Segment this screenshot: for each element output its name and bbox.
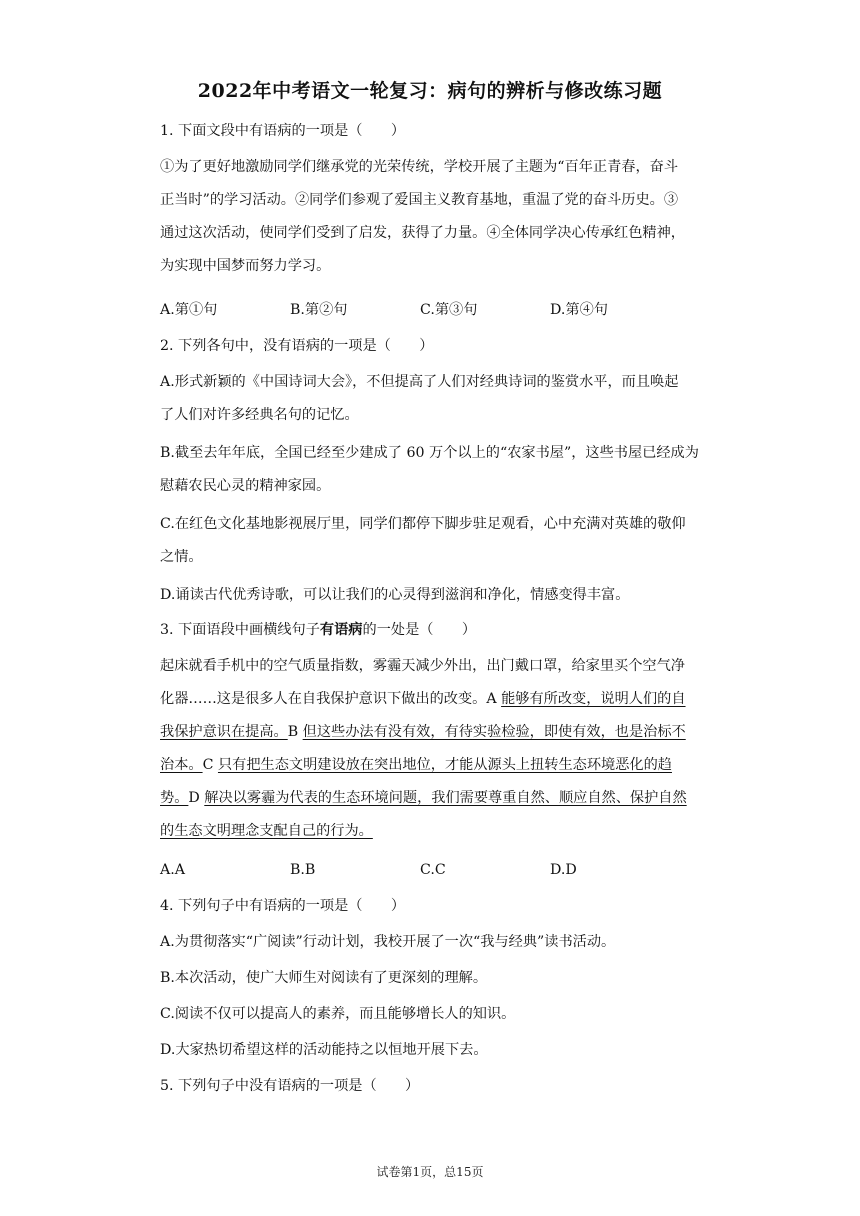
q1-passage-line: 正当时”的学习活动。②同学们参观了爱国主义教育基地，重温了党的奋斗历史。③ <box>160 192 679 208</box>
q3-option-b: B.B <box>290 862 316 878</box>
q4-stem: 4. 下列句子中有语病的一项是（ ） <box>160 898 406 914</box>
q3-passage-line <box>160 788 730 808</box>
q3-underlined-sentence-a: 我保护意识在提高。 <box>160 724 288 740</box>
q2-stem: 2. 下列各句中，没有语病的一项是（ ） <box>160 338 434 354</box>
q3-underlined-sentence-d: 的生态文明理念支配自己的行为。 <box>160 823 373 839</box>
q1-option-a: A.第①句 <box>160 302 218 318</box>
q1-option-b: B.第②句 <box>290 302 348 318</box>
q1-option-d: D.第④句 <box>550 302 608 318</box>
q3-stem <box>160 620 730 640</box>
q3-underlined-sentence-b: 治本。 <box>160 757 203 773</box>
q3-option-d: D.D <box>550 862 577 878</box>
q3-text: B <box>287 724 303 740</box>
q3-passage-line <box>160 722 730 742</box>
q3-stem-pre: 3. 下面语段中画横线句子 <box>160 622 320 638</box>
q1-passage-line: ①为了更好地激励同学们继承党的光荣传统，学校开展了主题为“百年正青春，奋斗 <box>160 159 679 175</box>
q3-passage-line <box>160 755 730 775</box>
q3-underlined-sentence-d: 解决以雾霾为代表的生态环境问题，我们需要尊重自然、顺应自然、保护自然 <box>204 790 687 806</box>
q1-option-c: C.第③句 <box>420 302 478 318</box>
q3-underlined-sentence-c: 势。 <box>160 790 189 806</box>
q4-option-line: A.为贯彻落实“广阅读”行动计划，我校开展了一次“我与经典”读书活动。 <box>160 934 616 950</box>
q3-passage-line <box>160 821 730 841</box>
q4-option-line: D.大家热切希望这样的活动能持之以恒地开展下去。 <box>160 1042 488 1058</box>
q3-passage-line: 起床就看手机中的空气质量指数，雾霾天减少外出，出门戴口罩，给家里买个空气净 <box>160 658 685 674</box>
q3-underlined-sentence-a: 能够有所改变，说明人们的自 <box>501 691 686 707</box>
q3-stem-emphasis: 有语病 <box>319 622 363 638</box>
q2-option-line: 了人们对许多经典名句的记忆。 <box>160 407 359 423</box>
q3-text: C <box>202 757 218 773</box>
q3-option-a: A.A <box>160 862 186 878</box>
q2-option-line: D.诵读古代优秀诗歌，可以让我们的心灵得到滋润和净化，情感变得丰富。 <box>160 587 630 603</box>
q3-stem-post: 的一处是（ ） <box>362 622 477 638</box>
q2-option-line: B.截至去年年底，全国已经至少建成了 60 万个以上的“农家书屋”，这些书屋已经成为 <box>160 445 699 461</box>
q3-text: 化器……这是很多人在自我保护意识下做出的改变。A <box>160 691 502 707</box>
q2-option-line: 慰藉农民心灵的精神家园。 <box>160 478 331 494</box>
page-footer: 试卷第1页，总15页 <box>376 1165 484 1179</box>
page-title: 2022年中考语文一轮复习：病句的辨析与修改练习题 <box>197 80 663 102</box>
q3-passage-line <box>160 689 730 709</box>
q4-option-line: C.阅读不仅可以提高人的素养，而且能够增长人的知识。 <box>160 1006 516 1022</box>
q1-passage-line: 为实现中国梦而努力学习。 <box>160 258 331 274</box>
q2-option-line: 之情。 <box>160 549 203 565</box>
q3-option-c: C.C <box>420 862 446 878</box>
q2-option-line: C.在红色文化基地影视展厅里，同学们都停下脚步驻足观看，心中充满对英雄的敬仰 <box>160 516 686 532</box>
q4-option-line: B.本次活动，使广大师生对阅读有了更深刻的理解。 <box>160 970 488 986</box>
q3-underlined-sentence-c: 只有把生态文明建设放在突出地位，才能从源头上扭转生态环境恶化的趋 <box>217 757 672 773</box>
q3-underlined-sentence-b: 但这些办法有没有效，有待实验检验，即使有效，也是治标不 <box>302 724 686 740</box>
q1-passage-line: 通过这次活动，使同学们受到了启发，获得了力量。④全体同学决心传承红色精神， <box>160 225 685 241</box>
q5-stem: 5. 下列句子中没有语病的一项是（ ） <box>160 1078 420 1094</box>
q3-text: D <box>188 790 205 806</box>
q1-stem: 1. 下面文段中有语病的一项是（ ） <box>160 123 406 139</box>
q2-option-line: A.形式新颖的《中国诗词大会》，不但提高了人们对经典诗词的鉴赏水平，而且唤起 <box>160 374 679 390</box>
